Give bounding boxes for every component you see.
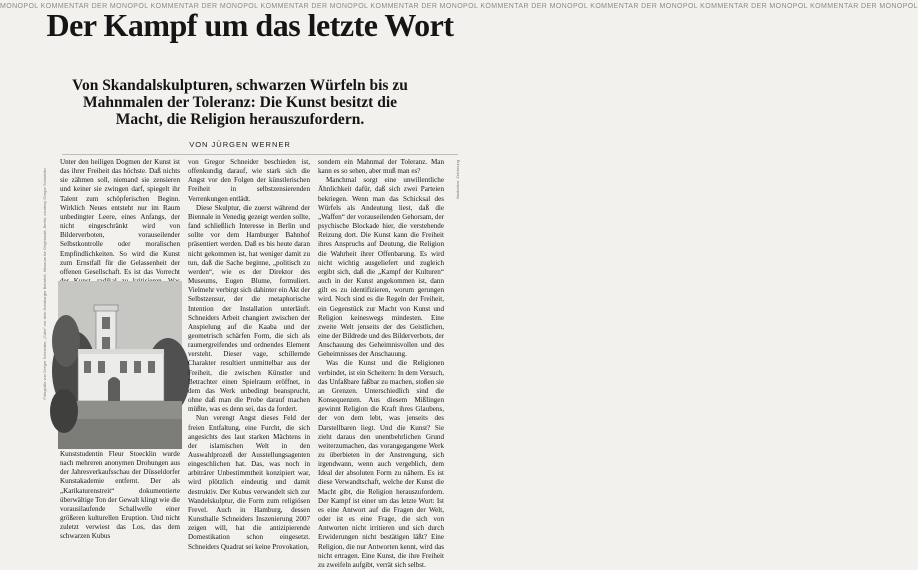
headline: Der Kampf um das letzte Wort [46, 7, 454, 43]
article-column-1-top [60, 158, 180, 276]
paragraph: sondern ein Mahnmal der Toleranz. Man kann es so sehen, aber muß man es? [318, 158, 444, 176]
paragraph: Nun verengt Angst dieses Feld der freien Entfaltung, eine Furcht, die sich angesichts des laut starken Mächtens in der islamischen Welt in den Auswahlprozeß der Ausstellungsagenten eingeschlichen hat. Das, was noch in arbiträrer Unbestimmtheit konzipiert war, wird plötzlich eindeutig und damit destruktiv. Der Kubus verwandelt sich zur Wandelskulptur, die Form zum religiösen Frevel. Auch in Hamburg, dessen Kunsthalle Schneiders Inszenierung 2007 zeigen will, hat die antizipierende Domestikation schon eingesetzt. Schneiders Quadrat sei keine Provokation, [188, 414, 310, 551]
article-photo [58, 281, 182, 449]
paragraph: Was die Kunst und die Religionen verbindet, ist ein Scheitern: In dem Versuch, das Unfaßbare faßbar zu machen, stoßen sie an Grenzen. Unterschiedlich sind die Konsequenzen. Aus diesem Mißlingen gewinnt Religion die Kraft ihres Glaubens, der von dem lebt, was jenseits des Darstellbaren liegt. Und die Kunst? Sie zieht daraus den unentbehrlichen Grund weiterzumachen, das vorangegangene Werk zu überbieten in der Anstrengung, sich irgendwann, wenn auch vergeblich, dem Ideal der absoluten Form zu nähern. Es ist diese Verwandtschaft, welche der Kunst die Macht gibt, die Religion herauszufordern. Der Kampf ist einer um das letzte Wort: Ist es eine Antwort auf die Fragen der Welt, oder ist es eine Frage, die sich von Antworten nicht irritieren und sich durch Erwiderungen nicht bestätigen läßt? Eine Religion, die nur Antworten kennt, wird das nicht ertragen. Eine Kunst, die ihre Freiheit zu zweifeln aufgibt, verrät sich selbst. [318, 359, 444, 569]
header-divider [62, 154, 458, 155]
photo-credit-vertical: Fotografie von Gregor Schneider, „Cube“ vor dem Hamburger Bahnhof, Museum für Gegenwart, Berlin; courtesy Gregor Schneider [42, 168, 47, 400]
paragraph: Diese Skulptur, die zuerst während der Biennale in Venedig gezeigt werden sollte, fand schließlich Interesse in Berlin und sollte vor dem Hamburger Bahnhof präsentiert werden. Daß es bis heute daran nicht gekommen ist, hat weniger damit zu tun, daß die Sache beginne, „politisch zu werden“, wie es der Direktor des Museums, Eugen Blume, formuliert. Vielmehr verbirgt sich dahinter ein Akt der Selbstzensur, der die metaphorische Intention der Installation unterläuft. Schneiders Arbeit changiert zwischen der Anspielung auf die Kaaba und der geometrisch schärfen Form, die sich als raumergreifendes und ordnendes Element versteht. Dieser vage, schillernde Charakter resultiert unmittelbar aus der Freiheit, die zwischen Künstler und Betrachter einen Spielraum eröffnet, in dem das Werk unbedingt beansprucht, ohne daß man die Probe darauf machen müßte, was es denn sei, das da fordert. [188, 203, 310, 414]
paragraph: Kunststudentin Fleur Stoecklin wurde nach mehreren anonymen Drohungen aus der Jahresverkaufsschau der Düsseldorfer Kunstakademie entfernt. Der als „Karikaturenstreit“ dokumentierte überwältige Ton der Gewalt klingt wie die vorausilaufende Schallwelle einer größeren kulturellen Eruption. Und nicht zuletzt verwiest das Los, das dem schwarzen Kubus [60, 450, 180, 541]
side-credit-right: Illustration: Zeichnung [455, 160, 460, 200]
article-column-2 [188, 158, 310, 566]
building-photo-illustration [58, 281, 182, 449]
subhead: Von Skandalskulpturen, schwarzen Würfeln bis zu Mahnmalen der Toleranz: Die Kunst besitzt die Macht, die Religion herauszufordern. [72, 77, 408, 128]
paragraph: Manchmal sorgt eine unwillentliche Ähnlichkeit dafür, daß sich zwei Parteien bekriegen. Wenn man das Schicksal des Würfels als Andeutung liest, daß die „Waffen“ der vorauseilenden Gehorsam, der psychische Blockade hier, die verstehende Reizung dort. Die Kunst kann die Freiheit ihres Anspruchs auf Deutung, die Religion die Wahrheit ihrer Offenbarung. Es wird nicht wichtig ausgeliefert und zugleich ergibt sich, daß die „Kampf der Kulturen“ auch in der Kunst angekommen ist, dann gilt es zu identifizieren, worum gerungen wird. Noch sind es die Regeln der Freiheit, ein Gegenstück zur Macht von Kunst und Religion keineswegs mindesten. Eine zweite Welt jenseits der des Geistlichen, eine der Bildrede und des Bilderverbots, der Anschauung des Geheimnisvollen und des Geheimnisses der Anschauung. [318, 176, 444, 359]
article-column-1-bottom [60, 450, 180, 566]
kicker-text: MONOPOL KOMMENTAR DER MONOPOL KOMMENTAR DER MONOPOL KOMMENTAR DER MONOPOL KOMMENTAR DER MONOPOL KOMMENTAR DER MONOPOL KOMMENTAR DER MONOPOL KOMMENTAR DER MONOPOL KOMMENTAR DER MONOPOL [0, 3, 918, 10]
paragraph: von Gregor Schneider beschieden ist, offenkundig darauf, wie stark sich die Angst vor den Folgen der künstlerischen Freiheit in selbstzensierenden Verrenkungen entlädt. [188, 158, 310, 203]
byline: VON JÜRGEN WERNER [189, 140, 291, 149]
paragraph: Unter den heiligen Dogmen der Kunst ist das ihrer Freiheit das höchste. Daß nichts sie zähmen soll, niemand sie zensieren und keiner sie zwingen darf, spiegelt ihr Talent zum schöpferischen Beginn. Wirklich Neues entsteht nur im Raum unbedingter Leere, eines Anfangs, der nicht eingeschränkt wird von Bilderverboten, vorauseilender Selbstkontrolle oder moralischen Empfindlichkeiten. So wird die Kunst zum Ernstfall für die Gelassenheit der offenen Gesellschaft. Es ist das Vorrecht [60, 158, 180, 276]
article-column-3 [318, 158, 444, 569]
